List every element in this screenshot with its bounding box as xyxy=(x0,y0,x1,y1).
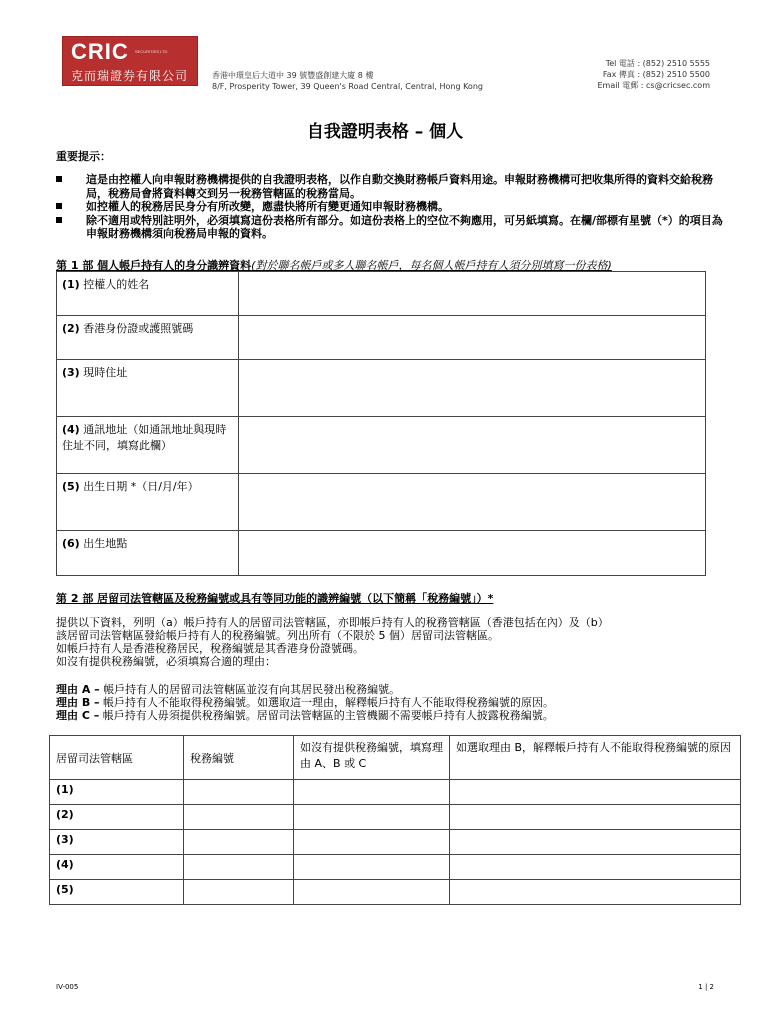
row-label-text: 現時住址 xyxy=(83,366,128,379)
contact-tel: Tel 電話 : (852) 2510 5555 xyxy=(605,59,710,68)
identity-table xyxy=(56,271,706,576)
row-label xyxy=(57,531,239,576)
section1-note: (對於聯名帳戶或多人聯名帳戶，每名個人帳戶持有人須分別填寫一份表格) xyxy=(251,259,612,272)
explanation-cell[interactable] xyxy=(450,780,741,805)
jurisdiction-cell[interactable] xyxy=(50,805,184,830)
logo-text: CRIC xyxy=(71,39,129,64)
reason-list xyxy=(56,683,726,722)
mailing-address-field[interactable] xyxy=(239,417,706,474)
address-english: 8/F, Prosperity Tower, 39 Queen's Road Central, Central, Hong Kong xyxy=(212,82,483,91)
id-number-field[interactable] xyxy=(239,316,706,360)
row-label-text: 控權人的姓名 xyxy=(83,278,150,291)
notice-bullets xyxy=(56,173,726,241)
row-label-text: 出生地點 xyxy=(83,537,128,550)
table-row xyxy=(50,780,741,805)
form-code: IV-005 xyxy=(56,983,79,991)
table-row xyxy=(57,272,706,316)
row-number: (1) xyxy=(56,783,74,796)
reason-cell[interactable] xyxy=(294,855,450,880)
table-row xyxy=(57,316,706,360)
explanation-cell[interactable] xyxy=(450,830,741,855)
section1-title: 第 1 部 個人帳戶持有人的身分識辨資料 xyxy=(56,259,252,272)
instruction-line: 如帳戶持有人是香港稅務居民，稅務編號是其香港身份證號碼。 xyxy=(56,642,364,655)
jurisdiction-cell[interactable] xyxy=(50,880,184,905)
company-logo xyxy=(62,36,198,86)
table-row xyxy=(57,474,706,531)
reason-cell[interactable] xyxy=(294,780,450,805)
table-row xyxy=(50,805,741,830)
reason-cell[interactable] xyxy=(294,805,450,830)
contact-fax: Fax 傳真 : (852) 2510 5500 xyxy=(602,70,710,79)
row-label xyxy=(57,417,239,474)
name-field[interactable] xyxy=(239,272,706,316)
table-row xyxy=(57,417,706,474)
jurisdiction-cell[interactable] xyxy=(50,855,184,880)
tin-cell[interactable] xyxy=(184,780,294,805)
notice-heading: 重要提示： xyxy=(56,150,111,163)
reason-text: 帳戶持有人的居留司法管轄區並沒有向其居民發出稅務編號。 xyxy=(103,683,401,696)
explanation-cell[interactable] xyxy=(450,805,741,830)
row-number: (5) xyxy=(56,883,74,896)
row-label xyxy=(57,360,239,417)
table-row xyxy=(57,360,706,417)
tin-cell[interactable] xyxy=(184,855,294,880)
contact-email: Email 電郵 : cs@cricsec.com xyxy=(597,81,710,90)
explanation-cell[interactable] xyxy=(450,880,741,905)
row-label-text: 香港身份證或護照號碼 xyxy=(83,322,194,335)
row-number: (6) xyxy=(62,537,80,550)
company-address xyxy=(212,70,483,92)
tax-residency-table xyxy=(49,735,741,905)
place-of-birth-field[interactable] xyxy=(239,531,706,576)
row-label xyxy=(57,474,239,531)
logo-subtext: SECURITIES LTD xyxy=(135,49,168,54)
row-label-text: 出生日期 *（日/月/年） xyxy=(83,480,199,493)
column-header-jurisdiction: 居留司法管轄區 xyxy=(50,736,184,780)
tin-cell[interactable] xyxy=(184,805,294,830)
reason-text: 帳戶持有人毋須提供稅務編號。居留司法管轄區的主管機關不需要帳戶持有人披露稅務編號。 xyxy=(102,709,554,722)
tin-cell[interactable] xyxy=(184,830,294,855)
form-title: 自我證明表格 – 個人 xyxy=(306,122,464,142)
row-label-text: 通訊地址（如通訊地址與現時住址不同，填寫此欄） xyxy=(62,423,227,452)
column-header-tin: 稅務編號 xyxy=(184,736,294,780)
row-number: (4) xyxy=(56,858,74,871)
table-row xyxy=(50,855,741,880)
contact-info xyxy=(597,58,710,91)
table-row xyxy=(50,830,741,855)
reason-text: 帳戶持有人不能取得稅務編號。如選取這一理由，解釋帳戶持有人不能取得稅務編號的原因。 xyxy=(103,696,555,709)
row-number: (5) xyxy=(62,480,80,493)
bullet-item: 這是由控權人向申報財務機構提供的自我證明表格，以作自動交換財務帳戶資料用途。申報財務機構可把收集所得的資料交給稅務局，稅務局會將資料轉交到另一稅務管轄區的稅務當局。 xyxy=(56,173,726,200)
column-header-reason: 如沒有提供稅務編號，填寫理由 A、B 或 C xyxy=(294,736,450,780)
bullet-item: 如控權人的稅務居民身分有所改變，應盡快將所有變更通知申報財務機構。 xyxy=(56,200,726,214)
logo-chinese-name: 克而瑞證券有限公司 xyxy=(71,69,189,83)
column-header-explanation: 如選取理由 B，解釋帳戶持有人不能取得稅務編號的原因 xyxy=(450,736,741,780)
jurisdiction-cell[interactable] xyxy=(50,830,184,855)
row-label xyxy=(57,272,239,316)
page-number: 1 | 2 xyxy=(698,983,714,991)
row-number: (4) xyxy=(62,423,80,436)
row-number: (2) xyxy=(56,808,74,821)
reason-item xyxy=(56,696,726,709)
row-number: (1) xyxy=(62,278,80,291)
instruction-line: 該居留司法管轄區發給帳戶持有人的稅務編號。列出所有（不限於 5 個）居留司法管轄區。 xyxy=(56,629,499,642)
residential-address-field[interactable] xyxy=(239,360,706,417)
reason-key: 理由 B – xyxy=(56,696,100,709)
section2-heading: 第 2 部 居留司法管轄區及稅務編號或具有等同功能的識辨編號（以下簡稱「稅務編號」）* xyxy=(56,592,494,605)
instruction-line: 提供以下資料，列明（a）帳戶持有人的居留司法管轄區，亦即帳戶持有人的稅務管轄區（香港包括在內）及（b） xyxy=(56,616,609,629)
bullet-item: 除不適用或特別註明外，必須填寫這份表格所有部分。如這份表格上的空位不夠應用，可另紙填寫。在欄/部標有星號（*）的項目為申報財務機構須向稅務局申報的資料。 xyxy=(56,214,726,241)
reason-item xyxy=(56,683,726,696)
tin-cell[interactable] xyxy=(184,880,294,905)
instruction-line: 如沒有提供稅務編號，必須填寫合適的理由： xyxy=(56,655,276,668)
reason-cell[interactable] xyxy=(294,880,450,905)
section2-instructions xyxy=(56,616,726,668)
jurisdiction-cell[interactable] xyxy=(50,780,184,805)
row-number: (3) xyxy=(62,366,80,379)
table-header-row xyxy=(50,736,741,780)
row-number: (2) xyxy=(62,322,80,335)
address-chinese: 香港中環皇后大道中 39 號豐盛創建大廈 8 樓 xyxy=(212,71,374,80)
table-row xyxy=(50,880,741,905)
table-row xyxy=(57,531,706,576)
reason-key: 理由 A – xyxy=(56,683,100,696)
reason-cell[interactable] xyxy=(294,830,450,855)
row-number: (3) xyxy=(56,833,74,846)
reason-item xyxy=(56,709,726,722)
row-label xyxy=(57,316,239,360)
reason-key: 理由 C – xyxy=(56,709,100,722)
date-of-birth-field[interactable] xyxy=(239,474,706,531)
explanation-cell[interactable] xyxy=(450,855,741,880)
